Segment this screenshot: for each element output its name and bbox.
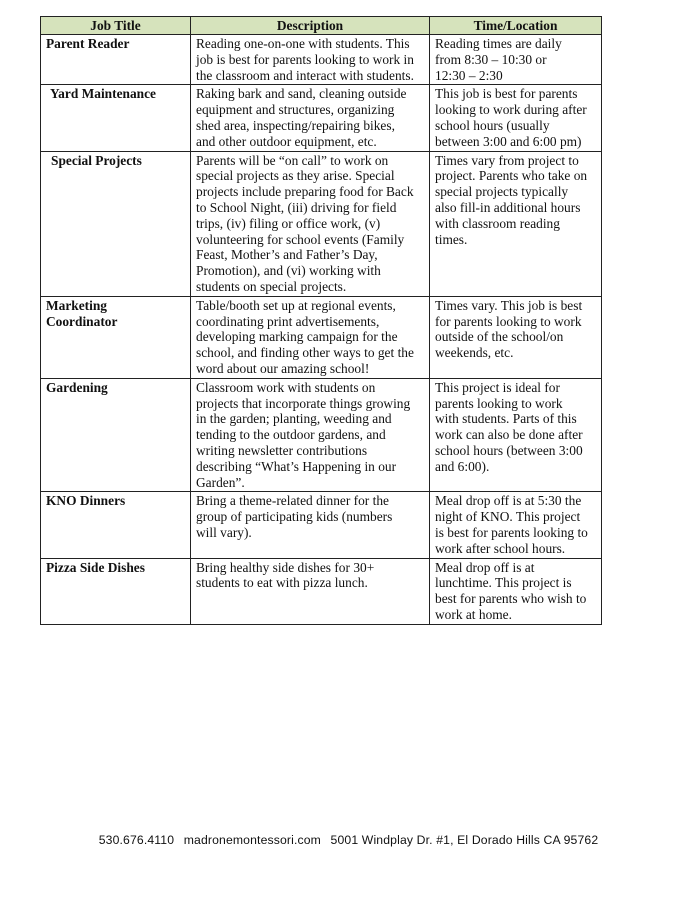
footer-website: madronemontessori.com	[183, 833, 321, 847]
description-cell: Classroom work with students on projects that incorporate things growing in the garden; planting, weeding and tending to the outdoor gardens, and writing newsletter contributions describing “What’s Happening in our Garden”.	[191, 378, 430, 492]
job-title-cell: Parent Reader	[41, 35, 191, 85]
table-row	[41, 151, 602, 296]
description-cell: Bring healthy side dishes for 30+ students to eat with pizza lunch.	[191, 558, 430, 624]
description-cell: Raking bark and sand, cleaning outside equipment and structures, organizing shed area, inspecting/repairing bikes, and other outdoor equipment, etc.	[191, 85, 430, 151]
header-job-title: Job Title	[41, 17, 191, 35]
description-cell: Reading one-on-one with students. This job is best for parents looking to work in the classroom and interact with students.	[191, 35, 430, 85]
volunteer-jobs-table	[40, 16, 602, 625]
footer-address: 5001 Windplay Dr. #1, El Dorado Hills CA 95762	[330, 833, 599, 847]
time-location-cell: Meal drop off is at 5:30 the night of KNO. This project is best for parents looking to work after school hours.	[430, 492, 602, 558]
table-row	[41, 378, 602, 492]
page-footer	[0, 833, 697, 847]
description-cell: Table/booth set up at regional events, coordinating print advertisements, developing marking campaign for the school, and finding other ways to get the word about our amazing school!	[191, 296, 430, 378]
table-row	[41, 492, 602, 558]
time-location-cell: Times vary. This job is best for parents looking to work outside of the school/on weekends, etc.	[430, 296, 602, 378]
header-time-location: Time/Location	[430, 17, 602, 35]
time-location-cell: This job is best for parents looking to work during after school hours (usually between 3:00 and 6:00 pm)	[430, 85, 602, 151]
time-location-cell: Meal drop off is at lunchtime. This project is best for parents who wish to work at home.	[430, 558, 602, 624]
time-location-cell: Reading times are daily from 8:30 – 10:30 or 12:30 – 2:30	[430, 35, 602, 85]
table-row	[41, 558, 602, 624]
job-title-cell: Pizza Side Dishes	[41, 558, 191, 624]
header-description: Description	[191, 17, 430, 35]
description-cell: Parents will be “on call” to work on special projects as they arise. Special projects include preparing food for Back to School Night, (iii) driving for field trips, (iv) filing or office work, (v) volunteering for school events (Family Feast, Mother’s and Father’s Day, Promotion), and (vi) working with students on special projects.	[191, 151, 430, 296]
table-header-row	[41, 17, 602, 35]
table-row	[41, 35, 602, 85]
table-row	[41, 85, 602, 151]
job-title-cell: Marketing Coordinator	[41, 296, 191, 378]
job-title-cell: KNO Dinners	[41, 492, 191, 558]
description-cell: Bring a theme-related dinner for the group of participating kids (numbers will vary).	[191, 492, 430, 558]
job-title-cell: Gardening	[41, 378, 191, 492]
job-title-cell: Special Projects	[41, 151, 191, 296]
footer-phone: 530.676.4110	[98, 833, 175, 847]
time-location-cell: Times vary from project to project. Parents who take on special projects typically also fill-in additional hours with classroom reading times.	[430, 151, 602, 296]
time-location-cell: This project is ideal for parents looking to work with students. Parts of this work can also be done after school hours (between 3:00 and 6:00).	[430, 378, 602, 492]
job-title-cell: Yard Maintenance	[41, 85, 191, 151]
table-row	[41, 296, 602, 378]
